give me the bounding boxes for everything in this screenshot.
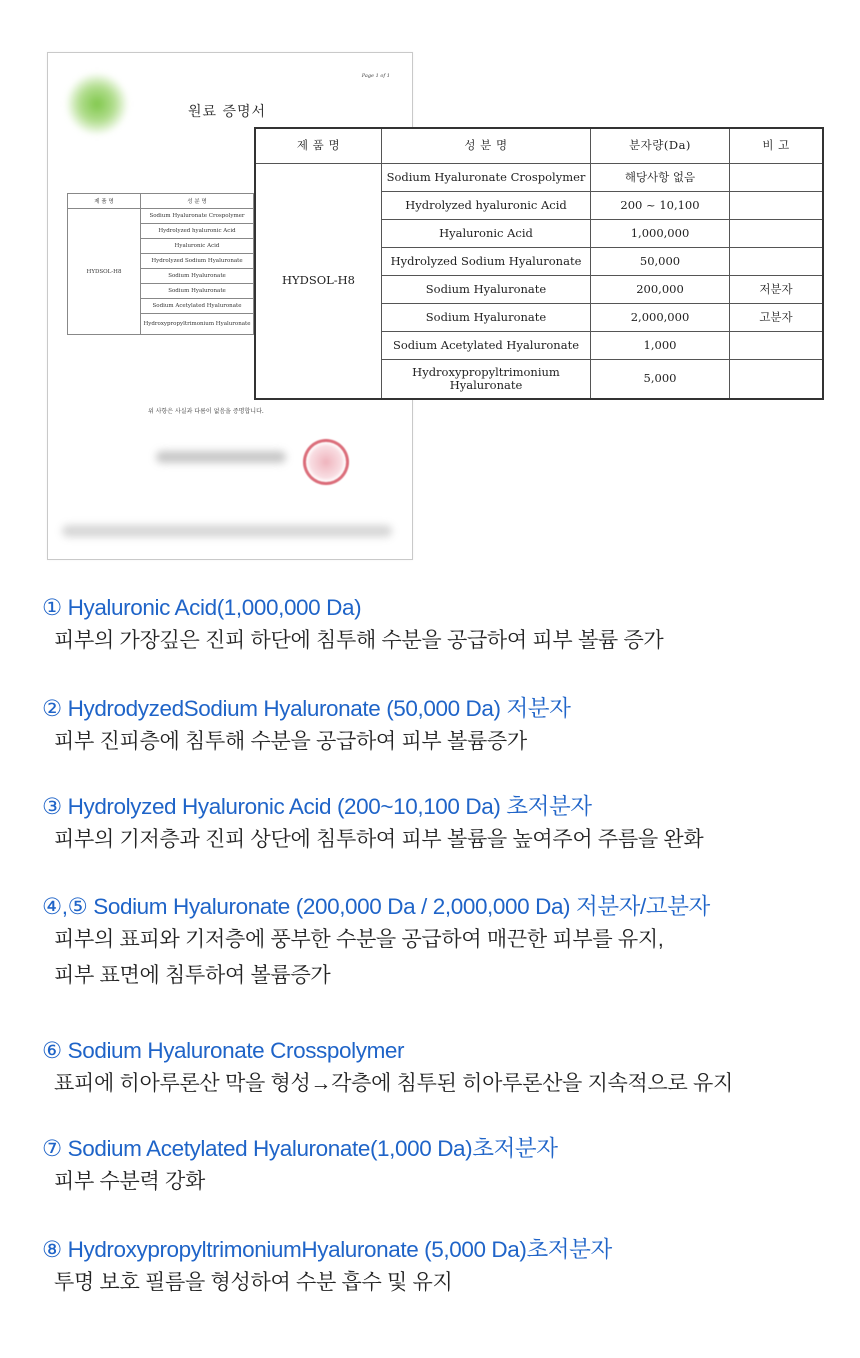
mini-ingredient: Sodium Acetylated Hyaluronate <box>141 299 254 314</box>
mini-ingredient: Hydroxypropyltrimonium Hyaluronate <box>141 314 254 335</box>
description-item <box>42 891 852 1035</box>
page-label: Page 1 of 1 <box>361 73 390 79</box>
ingredient-name: Hydrolyzed Sodium Hyaluronate <box>382 248 591 276</box>
description-item <box>42 1035 852 1133</box>
note <box>730 360 824 400</box>
description-item <box>42 592 852 693</box>
ingredient-name: Hyaluronic Acid <box>382 220 591 248</box>
molecular-weight: 200,000 <box>591 276 730 304</box>
description-text: 피부의 가장깊은 진피 하단에 침투해 수분을 공급하여 피부 볼륨 증가 <box>54 629 664 652</box>
product-name: HYDSOL-H8 <box>255 164 382 400</box>
certificate-mini-table <box>67 193 254 335</box>
mini-ingredient: Sodium Hyaluronate Crospolymer <box>141 209 254 224</box>
mini-ingredient: Sodium Hyaluronate <box>141 284 254 299</box>
blurred-footer <box>62 525 392 537</box>
description-title: ③ Hydrolyzed Hyaluronic Acid (200~10,100 Da) 초저분자 <box>42 794 592 819</box>
note <box>730 220 824 248</box>
note <box>730 164 824 192</box>
description-item <box>42 1234 852 1301</box>
company-logo <box>66 73 128 135</box>
description-text: 피부의 기저층과 진피 상단에 침투하여 피부 볼륨을 높여주어 주름을 완화 <box>54 828 704 851</box>
description-item <box>42 1133 852 1234</box>
official-seal <box>303 439 349 485</box>
mini-ingredient: Hydrolyzed hyaluronic Acid <box>141 224 254 239</box>
certificate-statement: 위 사항은 사실과 다름이 없음을 증명합니다. <box>148 408 264 415</box>
description-text: 피부 진피층에 침투해 수분을 공급하여 피부 볼륨증가 <box>54 730 527 753</box>
description-title: ⑥ Sodium Hyaluronate Crosspolymer <box>42 1038 405 1063</box>
molecular-weight: 해당사항 없음 <box>591 164 730 192</box>
header-product: 제 품 명 <box>255 128 382 164</box>
certificate-title: 원료 증명서 <box>188 104 267 120</box>
molecular-weight: 2,000,000 <box>591 304 730 332</box>
description-text: 투명 보호 필름을 형성하여 수분 흡수 및 유지 <box>54 1271 453 1294</box>
mini-header-ingredient: 성 분 명 <box>141 194 254 209</box>
mini-product-name: HYDSOL-H8 <box>68 209 141 335</box>
description-item <box>42 791 852 891</box>
description-text: 피부 수분력 강화 <box>54 1170 205 1193</box>
header-molecular-weight: 분자량(Da) <box>591 128 730 164</box>
ingredient-descriptions <box>42 592 852 1301</box>
ingredient-name: Sodium Hyaluronate <box>382 276 591 304</box>
ingredient-name: Hydroxypropyltrimonium Hyaluronate <box>382 360 591 400</box>
blurred-company-name <box>156 451 286 463</box>
molecular-weight: 1,000,000 <box>591 220 730 248</box>
molecular-weight: 1,000 <box>591 332 730 360</box>
mini-header-product: 제 품 명 <box>68 194 141 209</box>
note <box>730 332 824 360</box>
molecular-weight: 5,000 <box>591 360 730 400</box>
zoomed-ingredient-table <box>254 127 824 400</box>
description-item <box>42 693 852 791</box>
ingredient-name: Sodium Hyaluronate <box>382 304 591 332</box>
description-title: ① Hyaluronic Acid(1,000,000 Da) <box>42 595 362 620</box>
description-text: 피부 표면에 침투하여 볼륨증가 <box>54 964 331 987</box>
description-text: 표피에 히아루론산 막을 형성→각층에 침투된 히아루론산을 지속적으로 유지 <box>54 1072 734 1095</box>
description-title: ⑦ Sodium Acetylated Hyaluronate(1,000 Da)초저분자 <box>42 1136 558 1161</box>
description-title: ④,⑤ Sodium Hyaluronate (200,000 Da / 2,000,000 Da) 저분자/고분자 <box>42 894 710 919</box>
description-title: ② HydrodyzedSodium Hyaluronate (50,000 Da) 저분자 <box>42 696 571 721</box>
mini-ingredient: Hyaluronic Acid <box>141 239 254 254</box>
molecular-weight: 200 ~ 10,100 <box>591 192 730 220</box>
mini-ingredient: Sodium Hyaluronate <box>141 269 254 284</box>
note: 저분자 <box>730 276 824 304</box>
header-note: 비 고 <box>730 128 824 164</box>
ingredient-name: Hydrolyzed hyaluronic Acid <box>382 192 591 220</box>
molecular-weight: 50,000 <box>591 248 730 276</box>
ingredient-name: Sodium Acetylated Hyaluronate <box>382 332 591 360</box>
mini-ingredient: Hydrolyzed Sodium Hyaluronate <box>141 254 254 269</box>
header-ingredient: 성 분 명 <box>382 128 591 164</box>
ingredient-name: Sodium Hyaluronate Crospolymer <box>382 164 591 192</box>
description-text: 피부의 표피와 기저층에 풍부한 수분을 공급하여 매끈한 피부를 유지, <box>54 928 664 951</box>
note: 고분자 <box>730 304 824 332</box>
description-title: ⑧ HydroxypropyltrimoniumHyaluronate (5,000 Da)초저분자 <box>42 1237 612 1262</box>
note <box>730 192 824 220</box>
note <box>730 248 824 276</box>
